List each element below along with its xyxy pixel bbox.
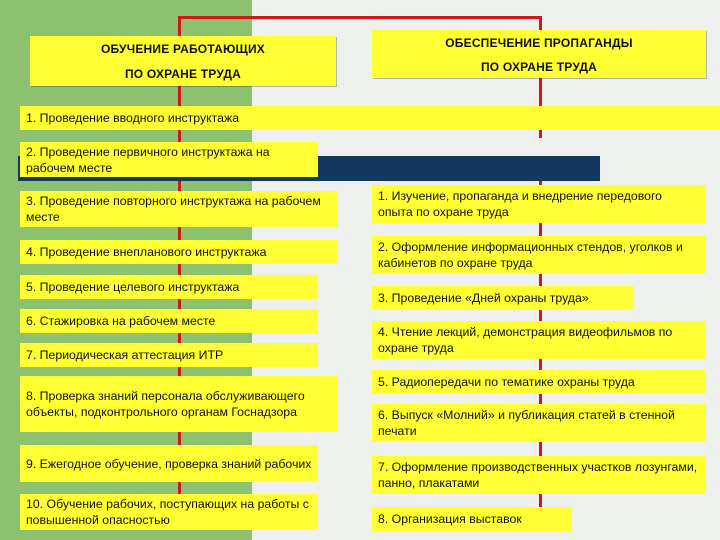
left-header [30,36,336,86]
right-item-2: 2. Оформление информационных стендов, уголков и кабинетов по охране труда [372,236,706,274]
left-item-6: 6. Стажировка на рабочем месте [20,309,318,333]
right-item-7: 7. Оформление производственных участков лозунгами, панно, плакатами [372,456,706,494]
right-item-8: 8. Организация выставок [372,507,572,531]
left-item-9: 9. Ежегодное обучение, проверка знаний рабочих [20,445,318,482]
right-header-line2: ПО ОХРАНЕ ТРУДА [480,60,598,74]
right-item-1: 1. Изучение, пропаганда и внедрение передового опыта по охране труда [372,185,706,223]
left-item-5: 5. Проведение целевого инструктажа [20,275,318,299]
right-item-5: 5. Радиопередачи по тематике охраны труда [372,370,706,394]
left-item-10: 10. Обучение рабочих, поступающих на работы с повышенной опасностью [20,494,318,530]
left-item-2: 2. Проведение первичного инструктажа на рабочем месте [20,142,318,177]
right-item-3: 3. Проведение «Дней охраны труда» [372,286,634,310]
left-header-line2: ПО ОХРАНЕ ТРУДА [124,67,242,81]
left-drop-connector [178,16,181,38]
right-header [372,30,706,78]
left-header-line1: ОБУЧЕНИЕ РАБОТАЮЩИХ [100,42,266,56]
right-item-4: 4. Чтение лекций, демонстрация видеофильмов по охране труда [372,321,706,359]
left-item-4: 4. Проведение внепланового инструктажа [20,240,338,264]
left-item-8: 8. Проверка знаний персонала обслуживающего объекты, подконтрольного органам Госнадзора [20,376,338,432]
right-header-line1: ОБЕСПЕЧЕНИЕ ПРОПАГАНДЫ [445,36,633,50]
left-item-1: 1. Проведение вводного инструктажа [20,106,720,130]
left-item-3: 3. Проведение повторного инструктажа на рабочем месте [20,191,338,227]
top-connector-line [178,16,542,19]
right-item-6: 6. Выпуск «Молний» и публикация статей в стенной печати [372,404,706,442]
left-item-7: 7. Периодическая аттестация ИТР [20,343,318,367]
